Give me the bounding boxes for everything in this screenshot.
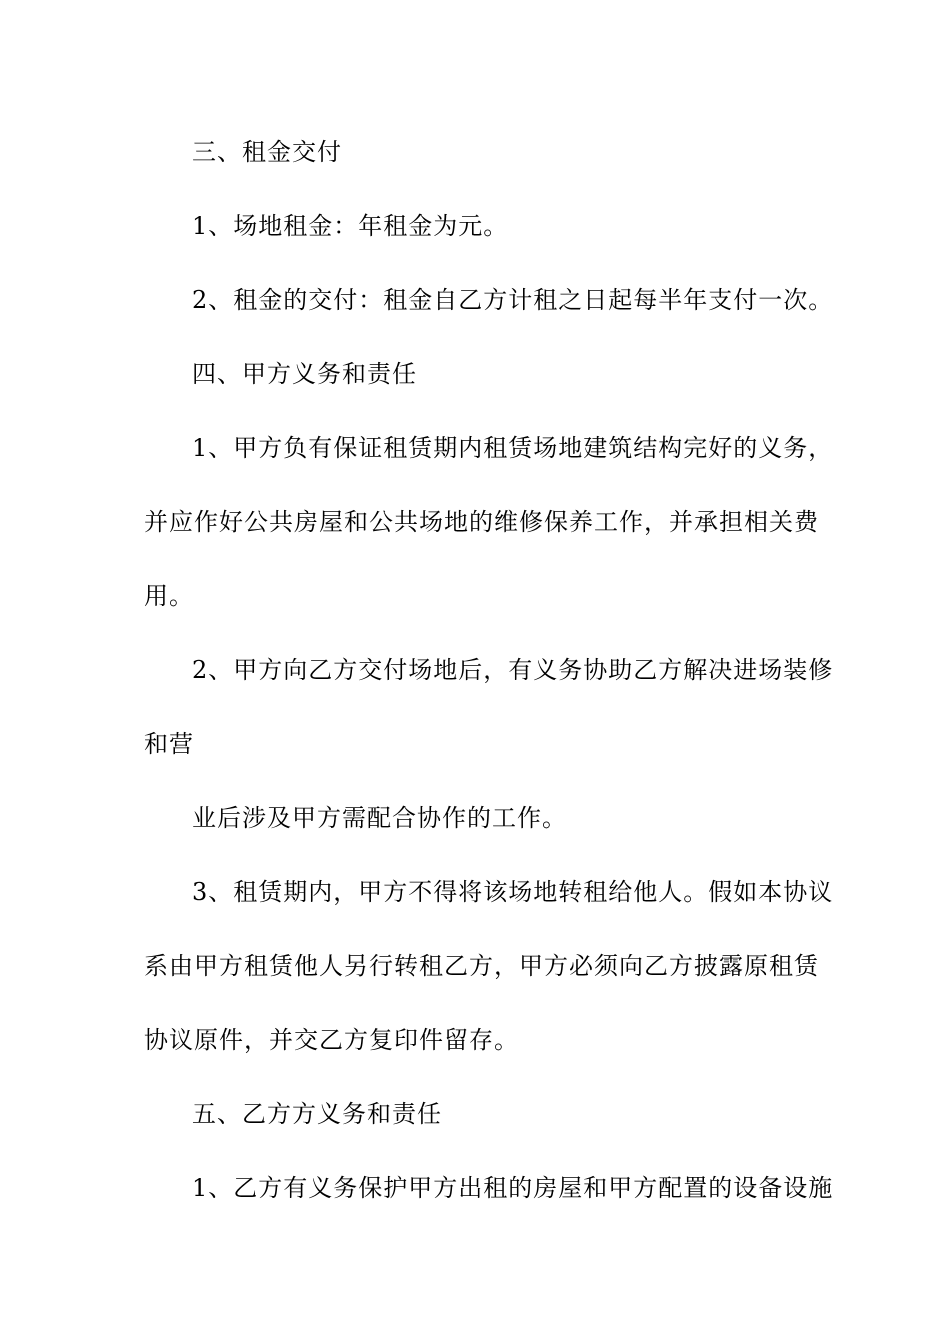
paragraph-line: 和营 [144, 730, 194, 758]
section-heading-party-b-duties: 五、乙方方义务和责任 [192, 1100, 442, 1128]
paragraph-line: 1、场地租金：年租金为元。 [192, 212, 509, 240]
section-heading-party-a-duties: 四、甲方义务和责任 [192, 360, 417, 388]
paragraph-line: 2、甲方向乙方交付场地后，有义务协助乙方解决进场装修 [192, 656, 834, 684]
paragraph-line: 并应作好公共房屋和公共场地的维修保养工作，并承担相关费 [144, 508, 819, 536]
paragraph-line: 2、租金的交付：租金自乙方计租之日起每半年支付一次。 [192, 286, 834, 314]
paragraph-line: 1、乙方有义务保护甲方出租的房屋和甲方配置的设备设施 [192, 1174, 834, 1202]
paragraph-line: 用。 [144, 582, 194, 610]
paragraph-line: 业后涉及甲方需配合协作的工作。 [192, 804, 567, 832]
paragraph-line: 3、租赁期内，甲方不得将该场地转租给他人。假如本协议 [192, 878, 834, 906]
paragraph-line: 1、甲方负有保证租赁期内租赁场地建筑结构完好的义务， [192, 434, 834, 462]
section-heading-rent-payment: 三、租金交付 [192, 138, 342, 166]
paragraph-line: 系由甲方租赁他人另行转租乙方，甲方必须向乙方披露原租赁 [144, 952, 819, 980]
paragraph-line: 协议原件，并交乙方复印件留存。 [144, 1026, 519, 1054]
